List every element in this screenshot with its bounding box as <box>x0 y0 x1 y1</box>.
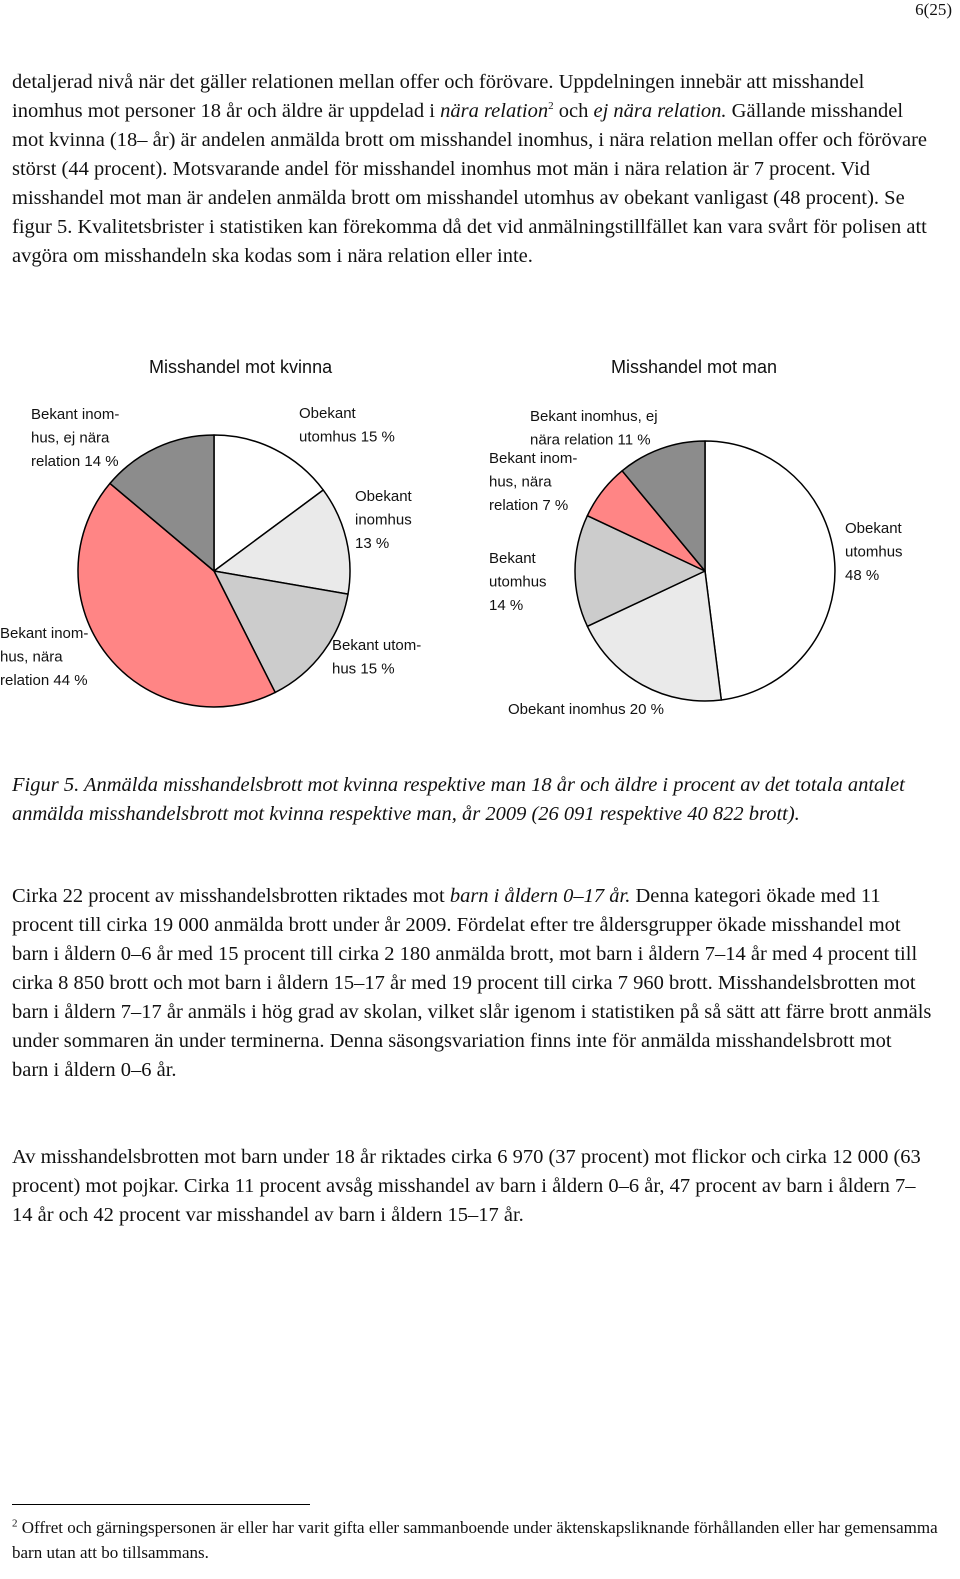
footnote-ref: 2 <box>548 100 554 113</box>
paragraph-1-text: och <box>553 100 594 122</box>
pie-chart-man <box>575 441 835 701</box>
man-label-bekant-nara-relation: Bekant inom-hus, nära relation 7 % <box>489 450 578 514</box>
paragraph-3: Av misshandelsbrotten mot barn under 18 år riktades cirka 6 970 (37 procent) mot flickor och cirka 12 000 (63 procent) mot pojkar. Cirka 11 procent avsåg misshandel av barn i åldern 0–6 år, 47 procent av barn i åldern 7–14 år och 42 procent var misshandel av barn i åldern 15–17 år. <box>12 1146 921 1226</box>
man-label-obekant-inomhus: Obekant inomhus 20 % <box>508 701 664 718</box>
footnote-text: Offret och gärningspersonen är eller har varit gifta eller sammanboende under äktenskapsliknande förhållanden eller har gemensamma barn utan att bo tillsammans. <box>12 1518 938 1562</box>
pie-chart-kvinna <box>78 435 350 707</box>
page-number: 6(25) <box>915 0 952 19</box>
paragraph-1-text: detaljerad nivå när det gäller relationen mellan offer och förövare. Uppdelningen innebär att misshandel inomhus mot personer 18 år och äldre är uppdelad i <box>12 71 865 122</box>
footnote-number: 2 <box>12 1517 18 1530</box>
kvinna-label-bekant-utomhus: Bekant utom-hus 15 % <box>332 637 422 678</box>
paragraph-2 <box>12 882 932 1085</box>
paragraph-1-emphasis: nära relation <box>440 100 549 122</box>
man-slice-obekant-utomhus <box>705 441 835 700</box>
paragraph-1-text: Gällande misshandel mot kvinna (18– år) är andelen anmälda brott om misshandel inomhus, i nära relation mellan offer och förövare störst (44 procent). Motsvarande andel för misshandel inomhus mot män i nära relation är 7 procent. Vid misshandel mot man är andelen anmälda brott om misshandel utomhus av obekant vanligast (48 procent). Se figur 5. Kvalitetsbrister i statistiken kan förekomma då det vid anmälningstillfället kan vara svårt för polisen att avgöra om misshandeln ska kodas som i nära relation eller inte. <box>12 100 927 267</box>
footnote-divider <box>12 1504 310 1505</box>
paragraph-2-text: Cirka 22 procent av misshandelsbrotten riktades mot <box>12 885 450 907</box>
paragraph-1 <box>12 68 932 271</box>
pie-charts-figure <box>0 345 960 745</box>
chart-title-kvinna: Misshandel mot kvinna <box>149 357 333 377</box>
footnote <box>12 1515 942 1565</box>
man-label-obekant-utomhus: Obekant utomhus 48 % <box>845 520 903 584</box>
paragraph-1-emphasis: ej nära relation. <box>593 100 727 122</box>
man-label-bekant-ej-nara-relation: Bekant inomhus, ej nära relation 11 % <box>530 408 658 449</box>
kvinna-label-bekant-nara-relation: Bekant inom-hus, nära relation 44 % <box>0 625 89 689</box>
figure-caption: Figur 5. Anmälda misshandelsbrott mot kvinna respektive man 18 år och äldre i procent av det totala antalet anmälda misshandelsbrott mot kvinna respektive man, år 2009 (26 091 respektive 40 822 brott). <box>12 774 905 825</box>
paragraph-2-emphasis: barn i åldern 0–17 år. <box>449 885 631 907</box>
paragraph-2-text: Denna kategori ökade med 11 procent till cirka 19 000 anmälda brott under år 2009. Fördelat efter tre åldersgrupper ökade misshandel mot barn i åldern 0–6 år med 15 procent till cirka 2 180 anmälda brott, mot barn i åldern 7–14 år med 4 procent till cirka 8 850 brott och mot barn i åldern 15–17 år med 19 procent till cirka 7 960 brott. Misshandelsbrotten mot barn i åldern 7–17 år anmäls i hög grad av skolan, vilket slår igenom i statistiken på så sätt att färre brott anmäls under sommaren än under terminerna. Denna säsongsvariation finns inte för anmälda misshandelsbrott mot barn i åldern 0–6 år. <box>12 885 932 1081</box>
man-label-bekant-utomhus: Bekant utomhus 14 % <box>489 550 547 614</box>
kvinna-label-obekant-inomhus: Obekant inomhus 13 % <box>355 488 412 552</box>
chart-title-man: Misshandel mot man <box>611 357 778 377</box>
kvinna-label-bekant-ej-nara-relation: Bekant inom-hus, ej nära relation 14 % <box>31 406 120 470</box>
kvinna-label-obekant-utomhus: Obekant utomhus 15 % <box>299 405 395 446</box>
